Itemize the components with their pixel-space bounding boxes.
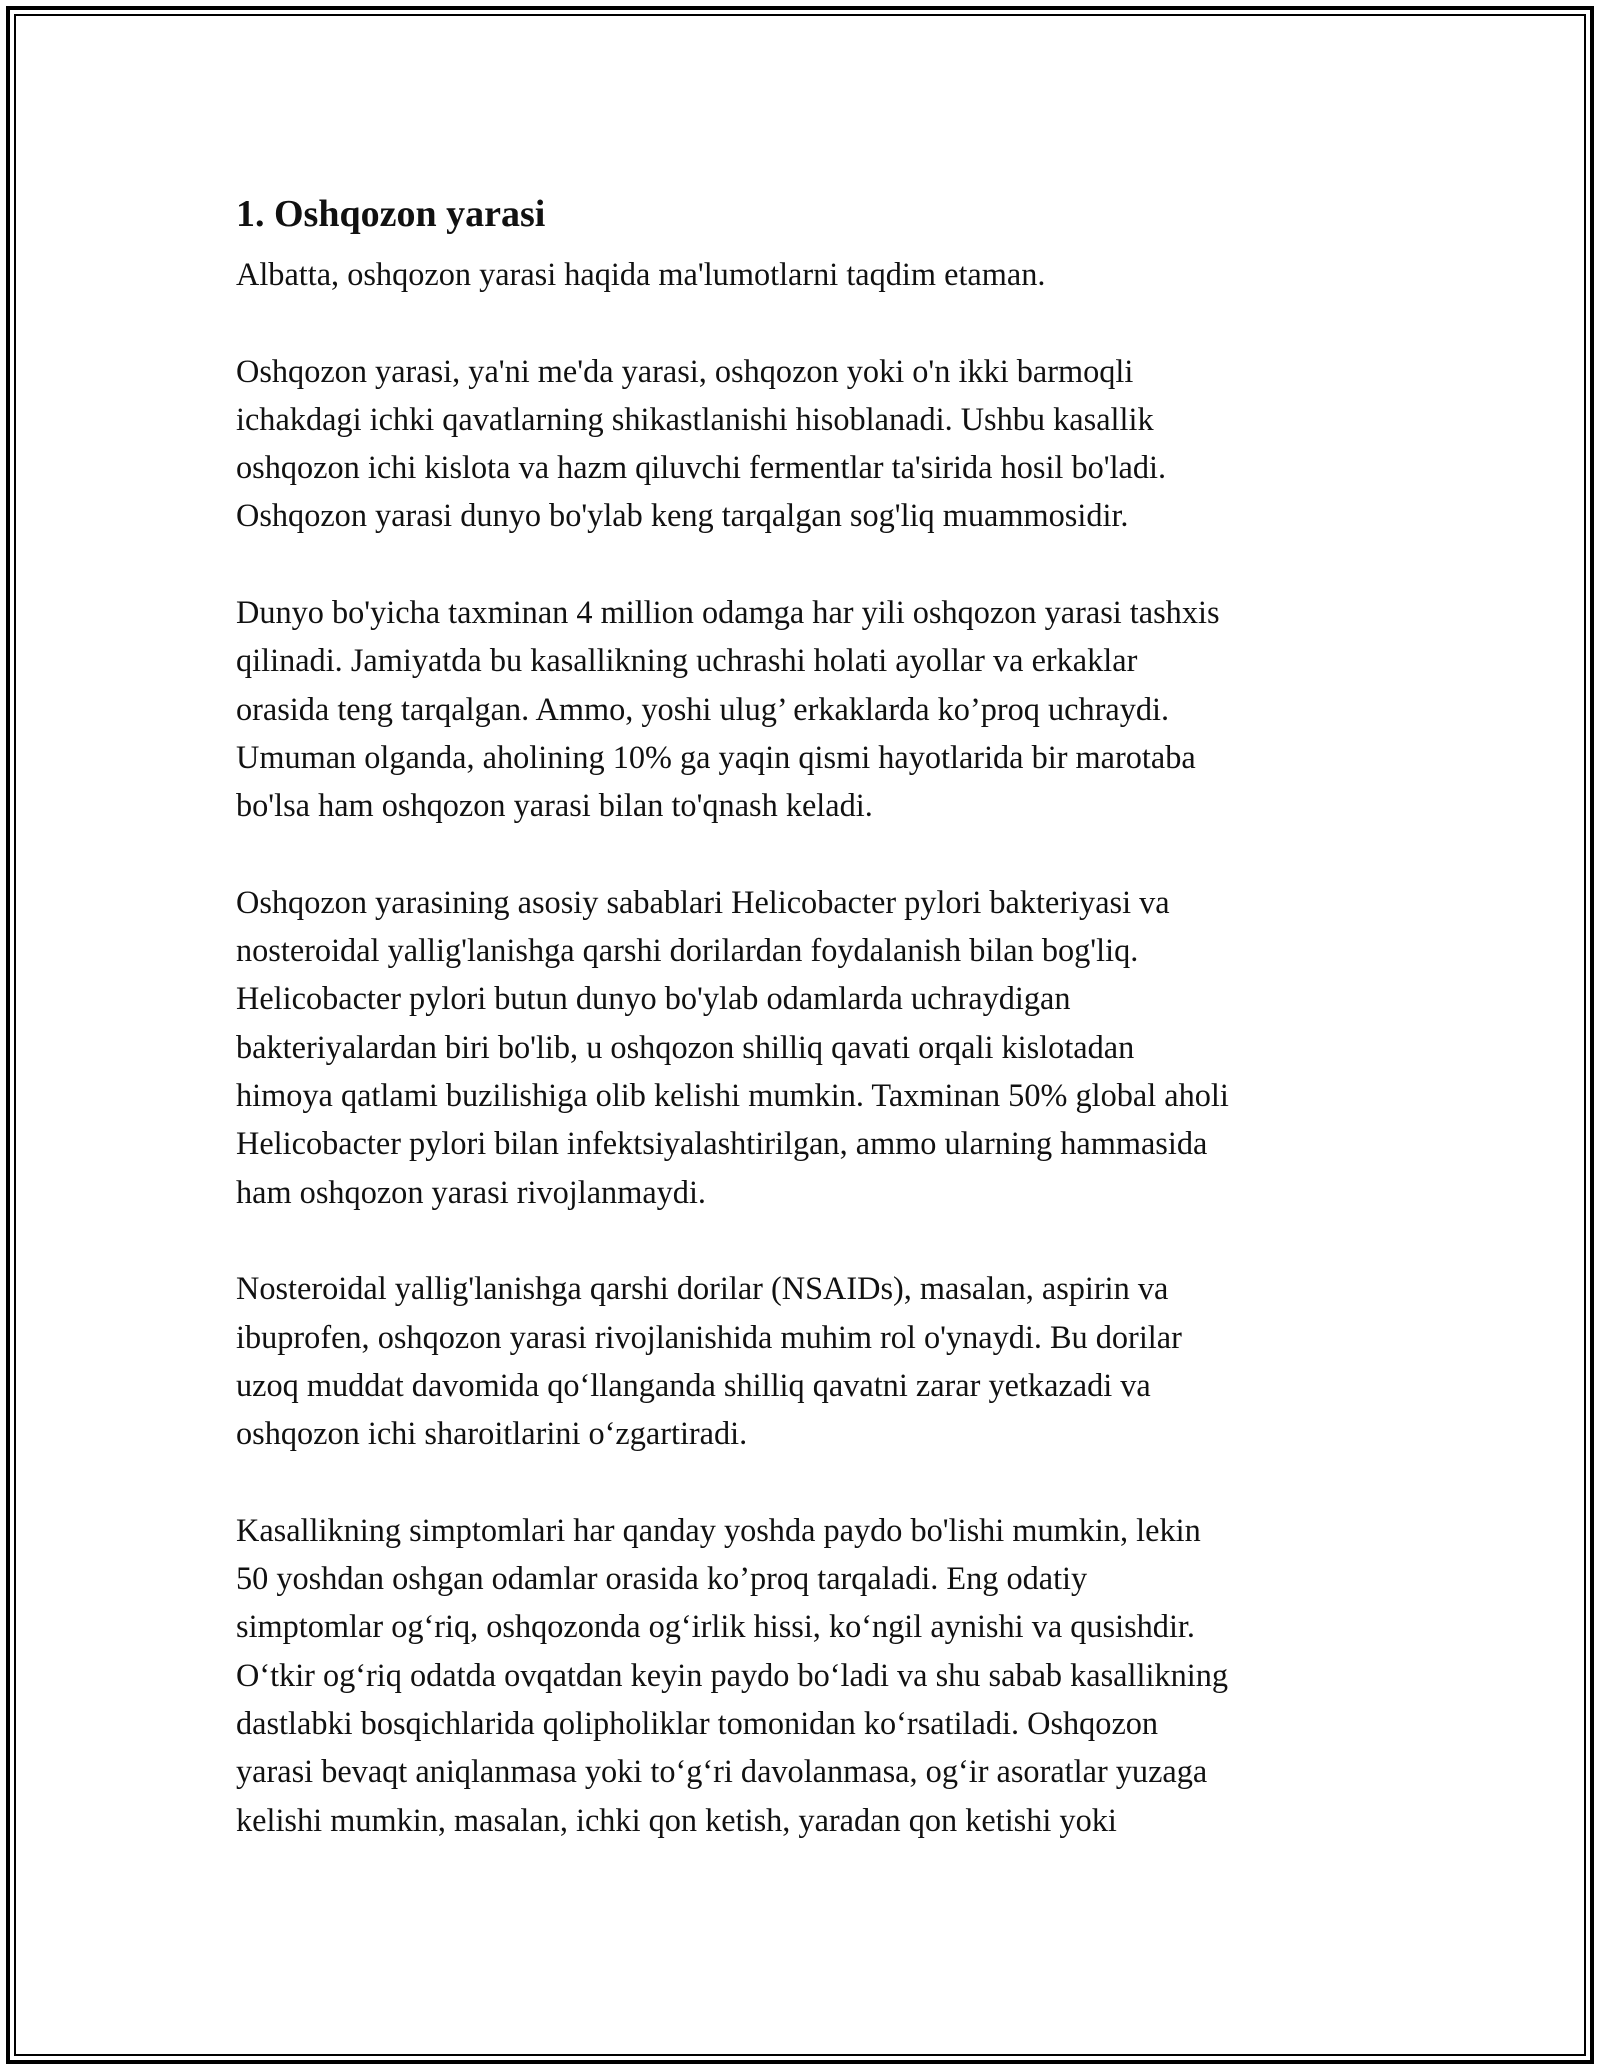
text-line: simptomlar og‘riq, oshqozonda og‘irlik hissi, ko‘ngil aynishi va qusishdir. xyxy=(236,1608,1195,1645)
text-line: Oshqozon yarasi dunyo bo'ylab keng tarqalgan sog'liq muammosidir. xyxy=(236,497,1129,534)
text-line: Dunyo bo'yicha taxminan 4 million odamga har yili oshqozon yarasi tashxis xyxy=(236,594,1220,631)
text-line: orasida teng tarqalgan. Ammo, yoshi ulug’ erkaklarda ko’proq uchraydi. xyxy=(236,690,1170,727)
text-line: Oshqozon yarasi, ya'ni me'da yarasi, oshqozon yoki o'n ikki barmoqli xyxy=(236,352,1134,389)
text-line: O‘tkir og‘riq odatda ovqatdan keyin paydo bo‘ladi va shu sabab kasallikning xyxy=(236,1656,1228,1693)
paragraph-intro xyxy=(236,250,1376,298)
text-line: kelishi mumkin, masalan, ichki qon ketish, yaradan qon ketishi yoki xyxy=(236,1801,1117,1838)
text-line: bakteriyalardan biri bo'lib, u oshqozon shilliq qavati orqali kislotadan xyxy=(236,1028,1135,1065)
paragraph-prevalence xyxy=(236,588,1376,829)
text-line: uzoq muddat davomida qo‘llanganda shilliq qavatni zarar yetkazadi va xyxy=(236,1366,1151,1403)
text-line: ichakdagi ichki qavatlarning shikastlanishi hisoblanadi. Ushbu kasallik xyxy=(236,400,1154,437)
text-line: Oshqozon yarasining asosiy sabablari Helicobacter pylori bakteriyasi va xyxy=(236,883,1170,920)
paragraph-symptoms xyxy=(236,1506,1376,1844)
text-line: ibuprofen, oshqozon yarasi rivojlanishida muhim rol o'ynaydi. Bu dorilar xyxy=(236,1318,1182,1355)
text-line: Nosteroidal yallig'lanishga qarshi dorilar (NSAIDs), masalan, aspirin va xyxy=(236,1270,1169,1307)
paragraph-nsaids xyxy=(236,1264,1376,1457)
paragraph-causes xyxy=(236,878,1376,1216)
text-line: oshqozon ichi kislota va hazm qiluvchi fermentlar ta'sirida hosil bo'ladi. xyxy=(236,449,1167,486)
section-heading: 1. Oshqozon yarasi xyxy=(236,193,546,235)
paragraph-definition xyxy=(236,347,1376,540)
document-body xyxy=(236,184,1376,1844)
text-line: 50 yoshdan oshgan odamlar orasida ko’proq tarqaladi. Eng odatiy xyxy=(236,1560,1088,1597)
text-line: nosteroidal yallig'lanishga qarshi dorilardan foydalanish bilan bog'liq. xyxy=(236,932,1139,969)
text-line: dastlabki bosqichlarida qolipholiklar tomonidan ko‘rsatiladi. Oshqozon xyxy=(236,1704,1159,1741)
text-line: ham oshqozon yarasi rivojlanmaydi. xyxy=(236,1173,706,1210)
text-line: Kasallikning simptomlari har qanday yoshda paydo bo'lishi mumkin, lekin xyxy=(236,1511,1201,1548)
text-line: himoya qatlami buzilishiga olib kelishi mumkin. Taxminan 50% global aholi xyxy=(236,1077,1229,1114)
text-line: Helicobacter pylori butun dunyo bo'ylab odamlarda uchraydigan xyxy=(236,980,1071,1017)
text-line: qilinadi. Jamiyatda bu kasallikning uchrashi holati ayollar va erkaklar xyxy=(236,642,1138,679)
text-line: Albatta, oshqozon yarasi haqida ma'lumotlarni taqdim etaman. xyxy=(236,256,1046,292)
text-line: bo'lsa ham oshqozon yarasi bilan to'qnash keladi. xyxy=(236,787,873,824)
text-line: Umuman olganda, aholining 10% ga yaqin qismi hayotlarida bir marotaba xyxy=(236,738,1196,775)
text-line: Helicobacter pylori bilan infektsiyalashtirilgan, ammo ularning hammasida xyxy=(236,1125,1208,1162)
text-line: yarasi bevaqt aniqlanmasa yoki to‘g‘ri davolanmasa, og‘ir asoratlar yuzaga xyxy=(236,1753,1208,1790)
text-line: oshqozon ichi sharoitlarini o‘zgartiradi. xyxy=(236,1415,748,1452)
